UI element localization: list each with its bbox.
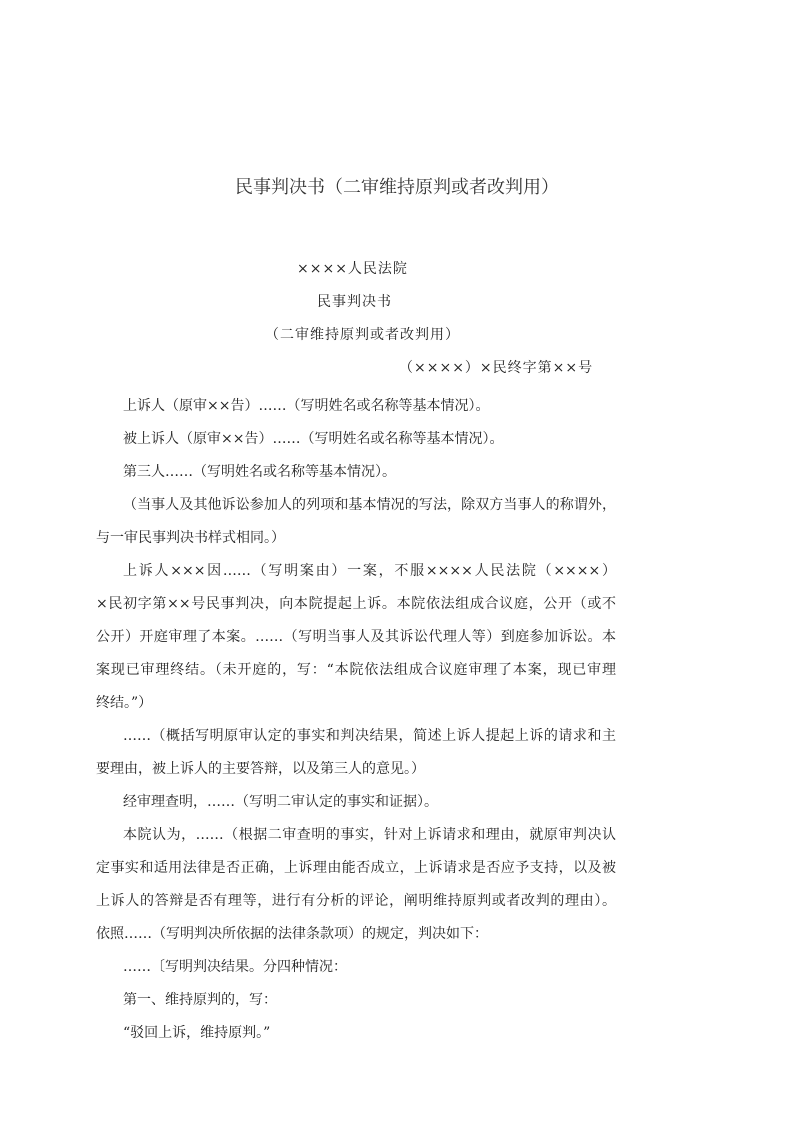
paragraph-line: ……〔写明判决结果。分四种情况： bbox=[123, 959, 347, 975]
paragraph-line: 本院认为，……（根据二审查明的事实，针对上诉请求和理由，就原审判决认 bbox=[123, 827, 616, 843]
paragraph-line: 经审理查明，……（写明二审认定的事实和证据）。 bbox=[123, 794, 438, 810]
paragraph-line: 案现已审理终结。（未开庭的，写：“本院依法组成合议庭审理了本案，现已审理 bbox=[96, 662, 616, 678]
court-name: ××××人民法院 bbox=[297, 261, 408, 277]
paragraph-line: 依照……（写明判决所依据的法律条款项）的规定，判决如下： bbox=[96, 926, 488, 942]
paragraph-line: 公开）开庭审理了本案。……（写明当事人及其诉讼代理人等）到庭参加诉讼。本 bbox=[96, 629, 616, 645]
paragraph-line: 上诉人×××因……（写明案由）一案，不服××××人民法院（××××） bbox=[123, 563, 616, 579]
paragraph-line: 被上诉人（原审××告）……（写明姓名或名称等基本情况）。 bbox=[123, 431, 504, 447]
paragraph-line: 要理由，被上诉人的主要答辩，以及第三人的意见。） bbox=[96, 761, 425, 777]
case-number: （××××）×民终字第××号 bbox=[399, 360, 594, 376]
paragraph-line: 定事实和适用法律是否正确，上诉理由能否成立，上诉请求是否应予支持，以及被 bbox=[96, 860, 616, 876]
paragraph-line: ×民初字第××号民事判决，向本院提起上诉。本院依法组成合议庭，公开（或不 bbox=[96, 596, 616, 612]
document-usage: （二审维持原判或者改判用） bbox=[265, 327, 460, 343]
paragraph-line: 终结。”） bbox=[96, 695, 153, 711]
paragraph-line: 第一、维持原判的，写： bbox=[123, 992, 277, 1008]
paragraph-line: 上诉人的答辩是否有理等，进行有分析的评论，阐明维持原判或者改判的理由）。 bbox=[96, 893, 616, 909]
document-type: 民事判决书 bbox=[317, 294, 392, 310]
paragraph-line: “驳回上诉，维持原判。” bbox=[123, 1025, 271, 1041]
paragraph-line: 与一审民事判决书样式相同。） bbox=[96, 530, 285, 546]
paragraph-line: （当事人及其他诉讼参加人的列项和基本情况的写法，除双方当事人的称谓外， bbox=[123, 497, 616, 513]
document-body bbox=[96, 390, 616, 1070]
paragraph-line: ……（概括写明原审认定的事实和判决结果，简述上诉人提起上诉的请求和主 bbox=[123, 728, 616, 744]
document-title: 民事判决书（二审维持原判或者改判用） bbox=[235, 177, 559, 198]
paragraph-line: 第三人……（写明姓名或名称等基本情况）。 bbox=[123, 464, 396, 480]
paragraph-line: 上诉人（原审××告）……（写明姓名或名称等基本情况）。 bbox=[123, 398, 490, 414]
